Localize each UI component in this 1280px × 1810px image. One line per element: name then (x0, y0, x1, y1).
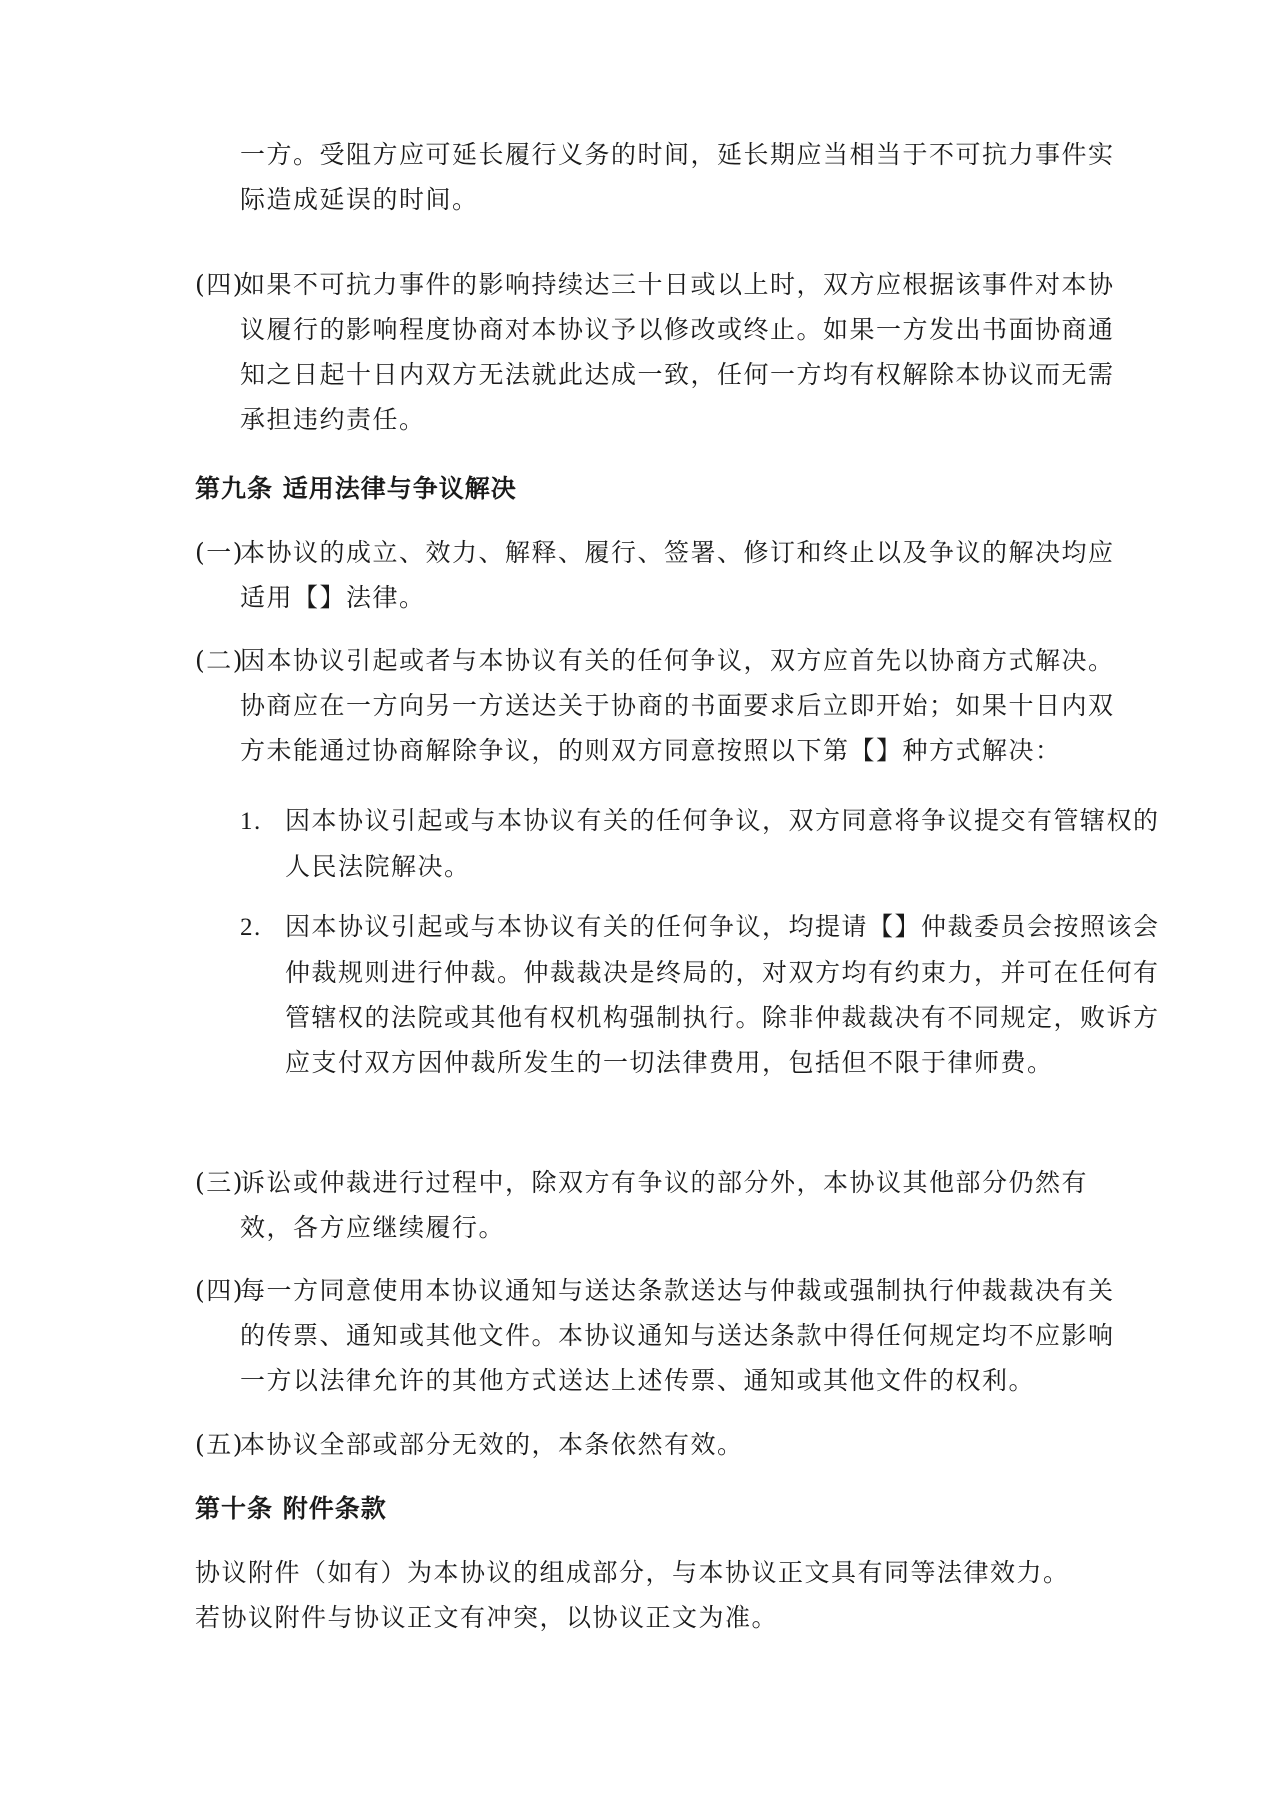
subitem-text: 因本协议引起或与本协议有关的任何争议，双方同意将争议提交有管辖权的人民法院解决。 (285, 806, 1160, 881)
item-number: (四) (195, 1276, 245, 1305)
subitem-number: 1. (240, 808, 262, 835)
article9-item-5 (195, 1422, 1140, 1467)
article9-subitem-2 (195, 904, 1185, 1085)
item-number: (三) (195, 1168, 245, 1197)
item-number: (五) (195, 1430, 245, 1459)
subitem-text: 因本协议引起或与本协议有关的任何争议，均提请【】仲裁委员会按照该会仲裁规则进行仲裁。仲裁裁决是终局的，对双方均有约束力，并可在任何有管辖权的法院或其他有权机构强制执行。除非仲裁裁决有不同规定，败诉方应支付双方因仲裁所发生的一切法律费用，包括但不限于律师费。 (285, 912, 1160, 1077)
article10-paragraph: 协议附件（如有）为本协议的组成部分，与本协议正文具有同等法律效力。若协议附件与协议正文有冲突，以协议正文为准。 (195, 1558, 1070, 1632)
item-text: 因本协议引起或者与本协议有关的任何争议，双方应首先以协商方式解决。协商应在一方向另一方送达关于协商的书面要求后立即开始；如果十日内双方未能通过协商解除争议，的则双方同意按照以下第【】种方式解决： (240, 646, 1115, 765)
article9-item-4 (195, 1268, 1140, 1403)
article9-heading: 第九条 适用法律与争议解决 (195, 474, 517, 503)
item-number: (四) (195, 270, 245, 299)
article10-heading: 第十条 附件条款 (195, 1494, 387, 1523)
item-text: 本协议全部或部分无效的，本条依然有效。 (240, 1430, 744, 1459)
item-text: 诉讼或仲裁进行过程中，除双方有争议的部分外，本协议其他部分仍然有效，各方应继续履行。 (240, 1168, 1089, 1242)
article9-item-2 (195, 638, 1140, 773)
article8-item-4 (195, 262, 1140, 442)
continuation-paragraph: 一方。受阻方应可延长履行义务的时间，延长期应当相当于不可抗力事件实际造成延误的时间。 (240, 140, 1115, 214)
item-number: (一) (195, 538, 245, 567)
article9-subitem-1 (195, 798, 1185, 889)
article9-item-1 (195, 530, 1140, 620)
article9-item-3 (195, 1160, 1140, 1250)
subitem-number: 2. (240, 914, 262, 941)
item-text: 如果不可抗力事件的影响持续达三十日或以上时，双方应根据该事件对本协议履行的影响程度协商对本协议予以修改或终止。如果一方发出书面协商通知之日起十日内双方无法就此达成一致，任何一方均有权解除本协议而无需承担违约责任。 (240, 270, 1115, 434)
item-text: 本协议的成立、效力、解释、履行、签署、修订和终止以及争议的解决均应适用【】法律。 (240, 538, 1115, 612)
item-number: (二) (195, 646, 245, 675)
item-text: 每一方同意使用本协议通知与送达条款送达与仲裁或强制执行仲裁裁决有关的传票、通知或其他文件。本协议通知与送达条款中得任何规定均不应影响一方以法律允许的其他方式送达上述传票、通知或其他文件的权利。 (240, 1276, 1115, 1395)
